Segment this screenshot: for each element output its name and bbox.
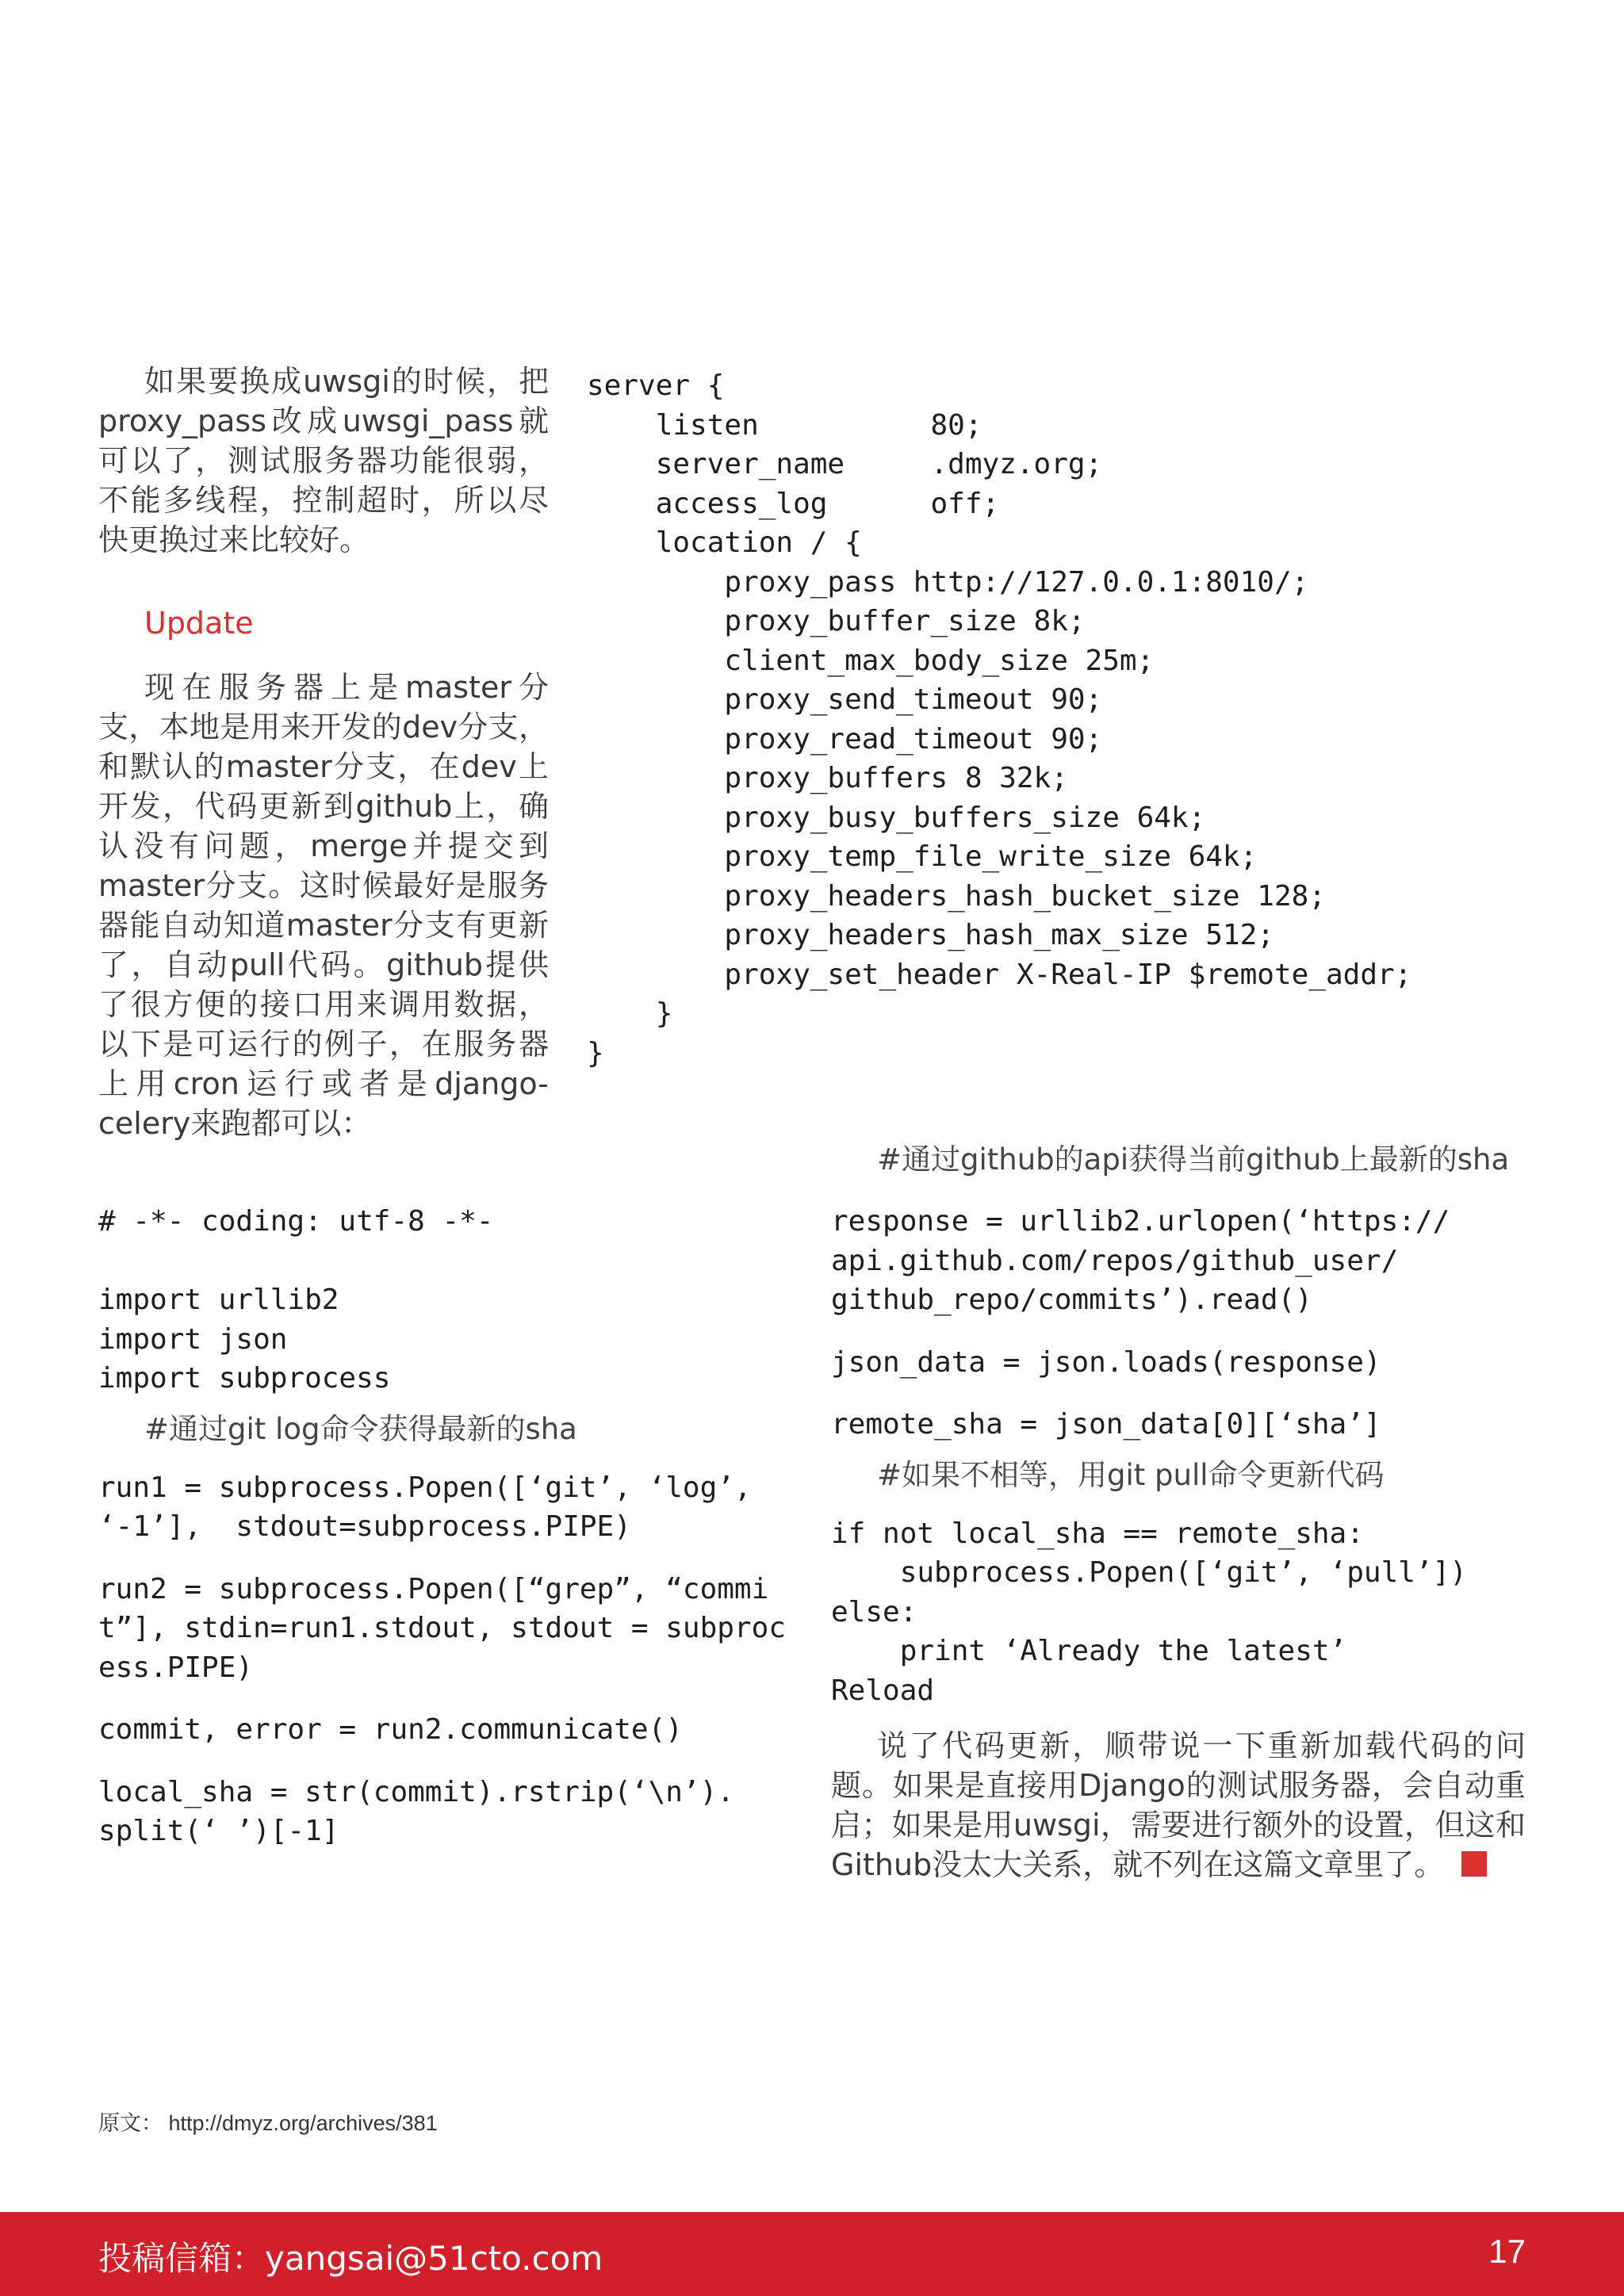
python-imports: # -*- coding: utf-8 -*- import urllib2 import json import subprocess [98, 1205, 494, 1395]
code-local-sha: local_sha = str(commit).rstrip(‘\n’). split(‘ ’)[-1] [98, 1775, 734, 1847]
comment-github-api: #通过github的api获得当前github上最新的sha [877, 1142, 1510, 1177]
closing-paragraph-text: 说了代码更新，顺带说一下重新加载代码的问题。如果是直接用Django的测试服务器，会自动重启；如果是用uwsgi，需要进行额外的设置，但这和Github没太大关系，就不列在这篇文章里了。 [831, 1728, 1526, 1882]
update-heading: Update [144, 606, 254, 641]
nginx-config-line: location / { [587, 526, 862, 559]
nginx-config-line: access_log off; [587, 487, 1000, 520]
end-mark-square [1461, 1851, 1487, 1877]
nginx-config-line: } [587, 997, 673, 1030]
python-code-right [831, 1140, 1529, 1885]
nginx-config-line: server_name .dmyz.org; [587, 448, 1103, 480]
intro-paragraph: 如果要换成uwsgi的时候，把proxy_pass改成uwsgi_pass就可以了，测试服务器功能很弱，不能多线程，控制超时，所以尽快更换过来比较好。 [98, 364, 549, 557]
nginx-config-line: client_max_body_size 25m; [587, 644, 1155, 677]
nginx-config-line: proxy_temp_file_write_size 64k; [587, 840, 1258, 873]
python-code-left [98, 1202, 796, 1851]
code-response: response = urllib2.urlopen(‘https:// api.github.com/repos/github_user/ github_repo/commits’).read() [831, 1205, 1450, 1316]
code-communicate: commit, error = run2.communicate() [98, 1713, 683, 1746]
nginx-config-line: } [587, 1036, 604, 1070]
footer-bar [0, 2212, 1624, 2296]
nginx-config-line: listen 80; [587, 408, 982, 442]
update-paragraph: 现在服务器上是master分支，本地是用来开发的dev分支，和默认的master分支，在dev上开发，代码更新到github上，确认没有问题，merge并提交到master分支。这时候最好是服务器能自动知道master分支有更新了，自动pull代码。github提供了很方便的接口用来调用数据，以下是可运行的例子，在服务器上用cron运行或者是django-celery来跑都可以： [98, 670, 549, 1141]
code-remote-sha: remote_sha = json_data[0][‘sha’] [831, 1408, 1381, 1441]
nginx-config-line: proxy_set_header X-Real-IP $remote_addr; [587, 958, 1412, 991]
submission-email: 投稿信箱：yangsai@51cto.com [98, 2239, 603, 2278]
nginx-config-line: proxy_send_timeout 90; [587, 683, 1103, 716]
code-if-block: if not local_sha == remote_sha: subprocess.Popen([‘git’, ‘pull’]) else: print ‘Already the latest’ Reload [831, 1517, 1467, 1707]
code-run1: run1 = subprocess.Popen([‘git’, ‘log’, ‘-1’], stdout=subprocess.PIPE) [98, 1471, 769, 1543]
source-note: 原文： http://dmyz.org/archives/381 [98, 2111, 438, 2135]
nginx-config-code [587, 366, 1411, 1073]
comment-git-log: #通过git log命令获得最新的sha [144, 1411, 577, 1446]
nginx-config-line: proxy_read_timeout 90; [587, 722, 1103, 756]
nginx-config-line: proxy_headers_hash_max_size 512; [587, 919, 1274, 951]
comment-git-pull: #如果不相等，用git pull命令更新代码 [877, 1457, 1385, 1492]
nginx-config-line: proxy_buffer_size 8k; [587, 605, 1086, 637]
closing-paragraph [831, 1726, 1526, 1885]
code-run2: run2 = subprocess.Popen([“grep”, “commit”], stdin=run1.stdout, stdout = subprocess.PIPE) [98, 1572, 786, 1684]
code-json-data: json_data = json.loads(response) [831, 1345, 1381, 1379]
nginx-config-line: proxy_pass http://127.0.0.1:8010/; [587, 565, 1309, 599]
nginx-config-line: proxy_busy_buffers_size 64k; [587, 801, 1206, 834]
nginx-config-line: proxy_headers_hash_bucket_size 128; [587, 879, 1326, 913]
nginx-config-line: proxy_buffers 8 32k; [587, 762, 1068, 794]
page-number: 17 [1488, 2233, 1526, 2270]
nginx-config-line: server { [587, 369, 725, 402]
